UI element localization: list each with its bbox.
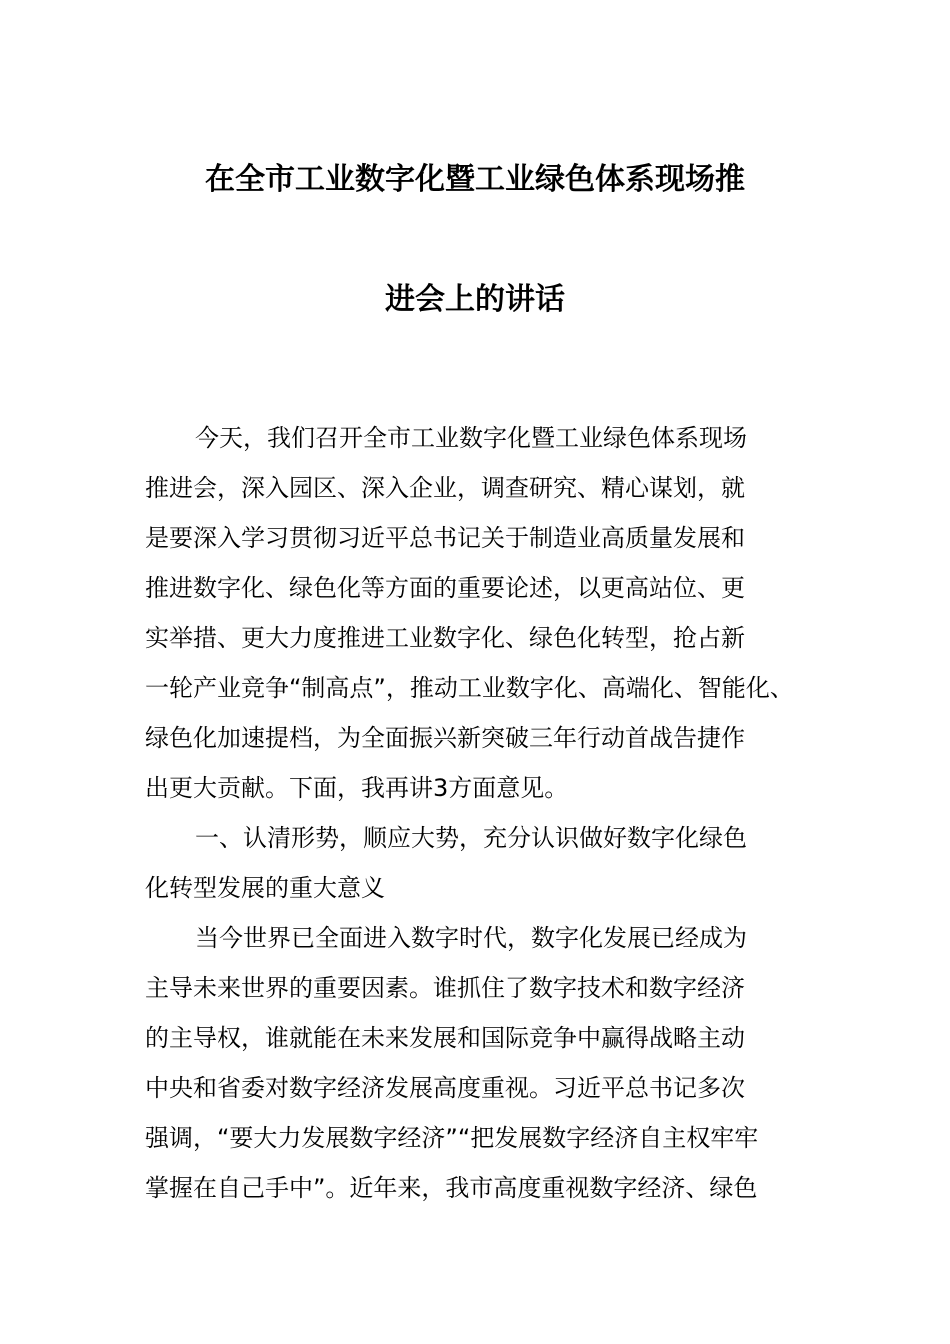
document-body bbox=[145, 413, 810, 1213]
body-line: 实举措、更大力度推进工业数字化、绿色化转型，抢占新 bbox=[145, 624, 745, 652]
body-line: 一轮产业竞争“制高点”，推动工业数字化、高端化、智能化、 bbox=[145, 674, 794, 702]
body-line: 主导未来世界的重要因素。谁抓住了数字技术和数字经济 bbox=[145, 974, 745, 1002]
body-line: 推进会，深入园区、深入企业，调查研究、精心谋划，就 bbox=[145, 474, 745, 502]
body-line: 强调，“要大力发展数字经济”“把发展数字经济自主权牢牢 bbox=[145, 1124, 759, 1152]
body-line: 绿色化加速提档，为全面振兴新突破三年行动首战告捷作 bbox=[145, 724, 745, 752]
body-line: 掌握在自己手中”。近年来，我市高度重视数字经济、绿色 bbox=[145, 1174, 758, 1202]
body-line: 是要深入学习贯彻习近平总书记关于制造业高质量发展和 bbox=[145, 524, 745, 552]
body-line: 出更大贡献。下面，我再讲3方面意见。 bbox=[145, 774, 569, 802]
section-heading-line: 一、认清形势，顺应大势，充分认识做好数字化绿色 bbox=[195, 824, 747, 852]
body-line: 当今世界已全面进入数字时代，数字化发展已经成为 bbox=[195, 924, 747, 952]
document-title-line-2: 进会上的讲话 bbox=[385, 282, 565, 317]
body-line: 的主导权，谁就能在未来发展和国际竞争中赢得战略主动 bbox=[145, 1024, 745, 1052]
document-title-line-1: 在全市工业数字化暨工业绿色体系现场推 bbox=[205, 162, 745, 197]
section-heading-line: 化转型发展的重大意义 bbox=[145, 874, 385, 902]
body-line: 中央和省委对数字经济发展高度重视。习近平总书记多次 bbox=[145, 1074, 745, 1102]
body-line: 今天，我们召开全市工业数字化暨工业绿色体系现场 bbox=[195, 424, 747, 452]
body-line: 推进数字化、绿色化等方面的重要论述，以更高站位、更 bbox=[145, 574, 745, 602]
